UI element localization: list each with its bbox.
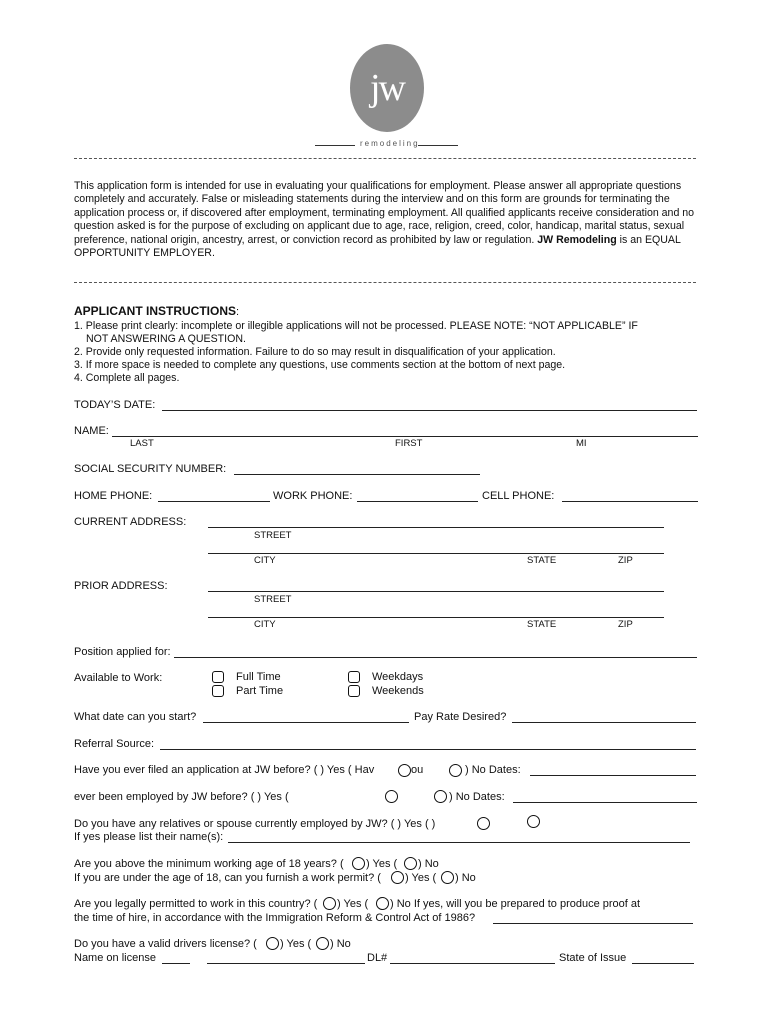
relatives-names-label: If yes please list their name(s): — [74, 831, 224, 843]
legal-no-label: ) No If yes, will you be prepared to produce proof at — [390, 898, 641, 910]
permit-yes-label: ) Yes ( — [405, 872, 437, 884]
prior-city-label: CITY — [254, 619, 276, 630]
ssn-line[interactable] — [234, 474, 480, 475]
name-on-license-line-1[interactable] — [162, 963, 190, 964]
legal-no-radio[interactable] — [376, 897, 389, 910]
part-time-checkbox[interactable] — [212, 685, 224, 697]
full-time-checkbox[interactable] — [212, 671, 224, 683]
current-zip-label: ZIP — [618, 555, 633, 566]
name-on-license-label: Name on license — [74, 952, 156, 964]
cell-phone-line[interactable] — [562, 501, 698, 502]
prior-city-line[interactable] — [208, 617, 664, 618]
start-date-line[interactable] — [203, 722, 409, 723]
referral-label: Referral Source: — [74, 738, 155, 750]
filed-dates-line[interactable] — [530, 775, 696, 776]
company-logo — [350, 44, 424, 132]
age-yes-label: ) Yes ( — [366, 858, 398, 870]
relatives-radio-2[interactable] — [527, 815, 540, 828]
relatives-question: Do you have any relatives or spouse currently employed by JW? ( ) Yes ( ) — [74, 818, 436, 830]
filed-no-dates-label: ) No Dates: — [465, 764, 521, 776]
prior-zip-label: ZIP — [618, 619, 633, 630]
intro-text: This application form is intended for use in evaluating your qualifications for employment. Please answer all appropriate questions completely and accurately. False or misleading statements during the interview and on this form are grounds for terminating the application process or, if discovered after employment, terminating employment. All qualified applicants receive consideration and no question asked is for the purpose of excluding on applicant due to age, race, religion, creed, color, handicap, marital status, sexual preference, national origin, ancestry, arrest, or conviction record as prohibited by law or regulation. — [74, 180, 695, 246]
position-label: Position applied for: — [74, 646, 171, 658]
weekends-label: Weekends — [372, 685, 424, 697]
position-line[interactable] — [174, 657, 697, 658]
relatives-radio-1[interactable] — [477, 817, 490, 830]
permit-yes-radio[interactable] — [391, 871, 404, 884]
tagline-rule-left — [315, 145, 355, 146]
cell-phone-label: CELL PHONE: — [482, 490, 555, 502]
current-address-label: CURRENT ADDRESS: — [74, 516, 187, 528]
logo-text: jw — [370, 67, 404, 109]
employed-before-question: ever been employed by JW before? ( ) Yes ( — [74, 791, 289, 803]
license-no-radio[interactable] — [316, 937, 329, 950]
dl-line[interactable] — [390, 963, 555, 964]
relatives-names-line[interactable] — [228, 842, 690, 843]
prior-street-line[interactable] — [208, 591, 664, 592]
home-phone-line[interactable] — [158, 501, 270, 502]
instruction-3: 3. If more space is needed to complete any questions, use comments section at the bottom of next page. — [74, 359, 566, 371]
current-state-label: STATE — [527, 555, 557, 566]
instruction-1b: NOT ANSWERING A QUESTION. — [86, 333, 246, 345]
license-yes-radio[interactable] — [266, 937, 279, 950]
legal-question: Are you legally permitted to work in this country? ( — [74, 898, 318, 910]
filed-before-question: Have you ever filed an application at JW before? ( ) Yes ( Hav — [74, 764, 375, 776]
legal-proof-line[interactable] — [493, 923, 693, 924]
current-city-line[interactable] — [208, 553, 664, 554]
age-question: Are you above the minimum working age of 18 years? ( — [74, 858, 344, 870]
current-city-label: CITY — [254, 555, 276, 566]
instructions-heading — [74, 304, 239, 318]
name-line[interactable] — [112, 436, 698, 437]
mi-label: MI — [576, 438, 587, 449]
top-divider — [74, 158, 696, 159]
intro-paragraph — [74, 180, 696, 260]
middle-divider — [74, 282, 696, 283]
name-label: NAME: — [74, 425, 109, 437]
intro-eeo: is an EQUAL OPPORTUNITY EMPLOYER. — [74, 233, 681, 260]
license-question: Do you have a valid drivers license? ( — [74, 938, 257, 950]
filed-radio-2[interactable] — [449, 764, 462, 777]
instruction-2: 2. Provide only requested information. Failure to do so may result in disqualification of your application. — [74, 346, 556, 358]
instructions-colon: : — [236, 306, 240, 318]
name-on-license-line-2[interactable] — [207, 963, 365, 964]
age-no-label: ) No — [418, 858, 439, 870]
weekdays-checkbox[interactable] — [348, 671, 360, 683]
instruction-1: 1. Please print clearly: incomplete or illegible applications will not be processed. PLEASE NOTE: “NOT APPLICABLE” IF — [74, 320, 638, 332]
permit-no-label: ) No — [455, 872, 476, 884]
permit-no-radio[interactable] — [441, 871, 454, 884]
filed-ou-text: ou — [411, 764, 424, 776]
employed-radio-2[interactable] — [434, 790, 447, 803]
instructions-title: APPLICANT INSTRUCTIONS — [74, 304, 236, 318]
prior-street-label: STREET — [254, 594, 292, 605]
license-yes-label: ) Yes ( — [280, 938, 312, 950]
start-date-label: What date can you start? — [74, 711, 197, 723]
work-phone-line[interactable] — [357, 501, 478, 502]
employed-radio-1[interactable] — [385, 790, 398, 803]
first-label: FIRST — [395, 438, 423, 449]
filed-radio-1[interactable] — [398, 764, 411, 777]
legal-question-line2: the time of hire, in accordance with the Immigration Reform & Control Act of 1986? — [74, 912, 476, 924]
last-label: LAST — [130, 438, 154, 449]
employed-no-dates-label: ) No Dates: — [449, 791, 505, 803]
part-time-label: Part Time — [236, 685, 284, 697]
permit-question: If you are under the age of 18, can you furnish a work permit? ( — [74, 872, 381, 884]
employed-dates-line[interactable] — [513, 802, 697, 803]
todays-date-line[interactable] — [162, 410, 697, 411]
current-street-line[interactable] — [208, 527, 664, 528]
instruction-4: 4. Complete all pages. — [74, 372, 180, 384]
available-label: Available to Work: — [74, 672, 163, 684]
license-no-label: ) No — [330, 938, 351, 950]
weekdays-label: Weekdays — [372, 671, 424, 683]
age-no-radio[interactable] — [404, 857, 417, 870]
company-name: JW Remodeling — [537, 233, 617, 246]
full-time-label: Full Time — [236, 671, 281, 683]
home-phone-label: HOME PHONE: — [74, 490, 153, 502]
pay-rate-label: Pay Rate Desired? — [414, 711, 507, 723]
logo-tagline: remodeling — [360, 139, 420, 148]
work-phone-label: WORK PHONE: — [273, 490, 353, 502]
weekends-checkbox[interactable] — [348, 685, 360, 697]
prior-state-label: STATE — [527, 619, 557, 630]
prior-address-label: PRIOR ADDRESS: — [74, 580, 168, 592]
ssn-label: SOCIAL SECURITY NUMBER: — [74, 463, 227, 475]
pay-rate-line[interactable] — [512, 722, 696, 723]
legal-yes-label: ) Yes ( — [337, 898, 369, 910]
age-yes-radio[interactable] — [352, 857, 365, 870]
current-street-label: STREET — [254, 530, 292, 541]
dl-label: DL# — [367, 952, 388, 964]
state-issue-label: State of Issue — [559, 952, 627, 964]
legal-yes-radio[interactable] — [323, 897, 336, 910]
todays-date-label: TODAY’S DATE: — [74, 399, 156, 411]
tagline-rule-right — [418, 145, 458, 146]
state-issue-line[interactable] — [632, 963, 694, 964]
referral-line[interactable] — [160, 749, 696, 750]
